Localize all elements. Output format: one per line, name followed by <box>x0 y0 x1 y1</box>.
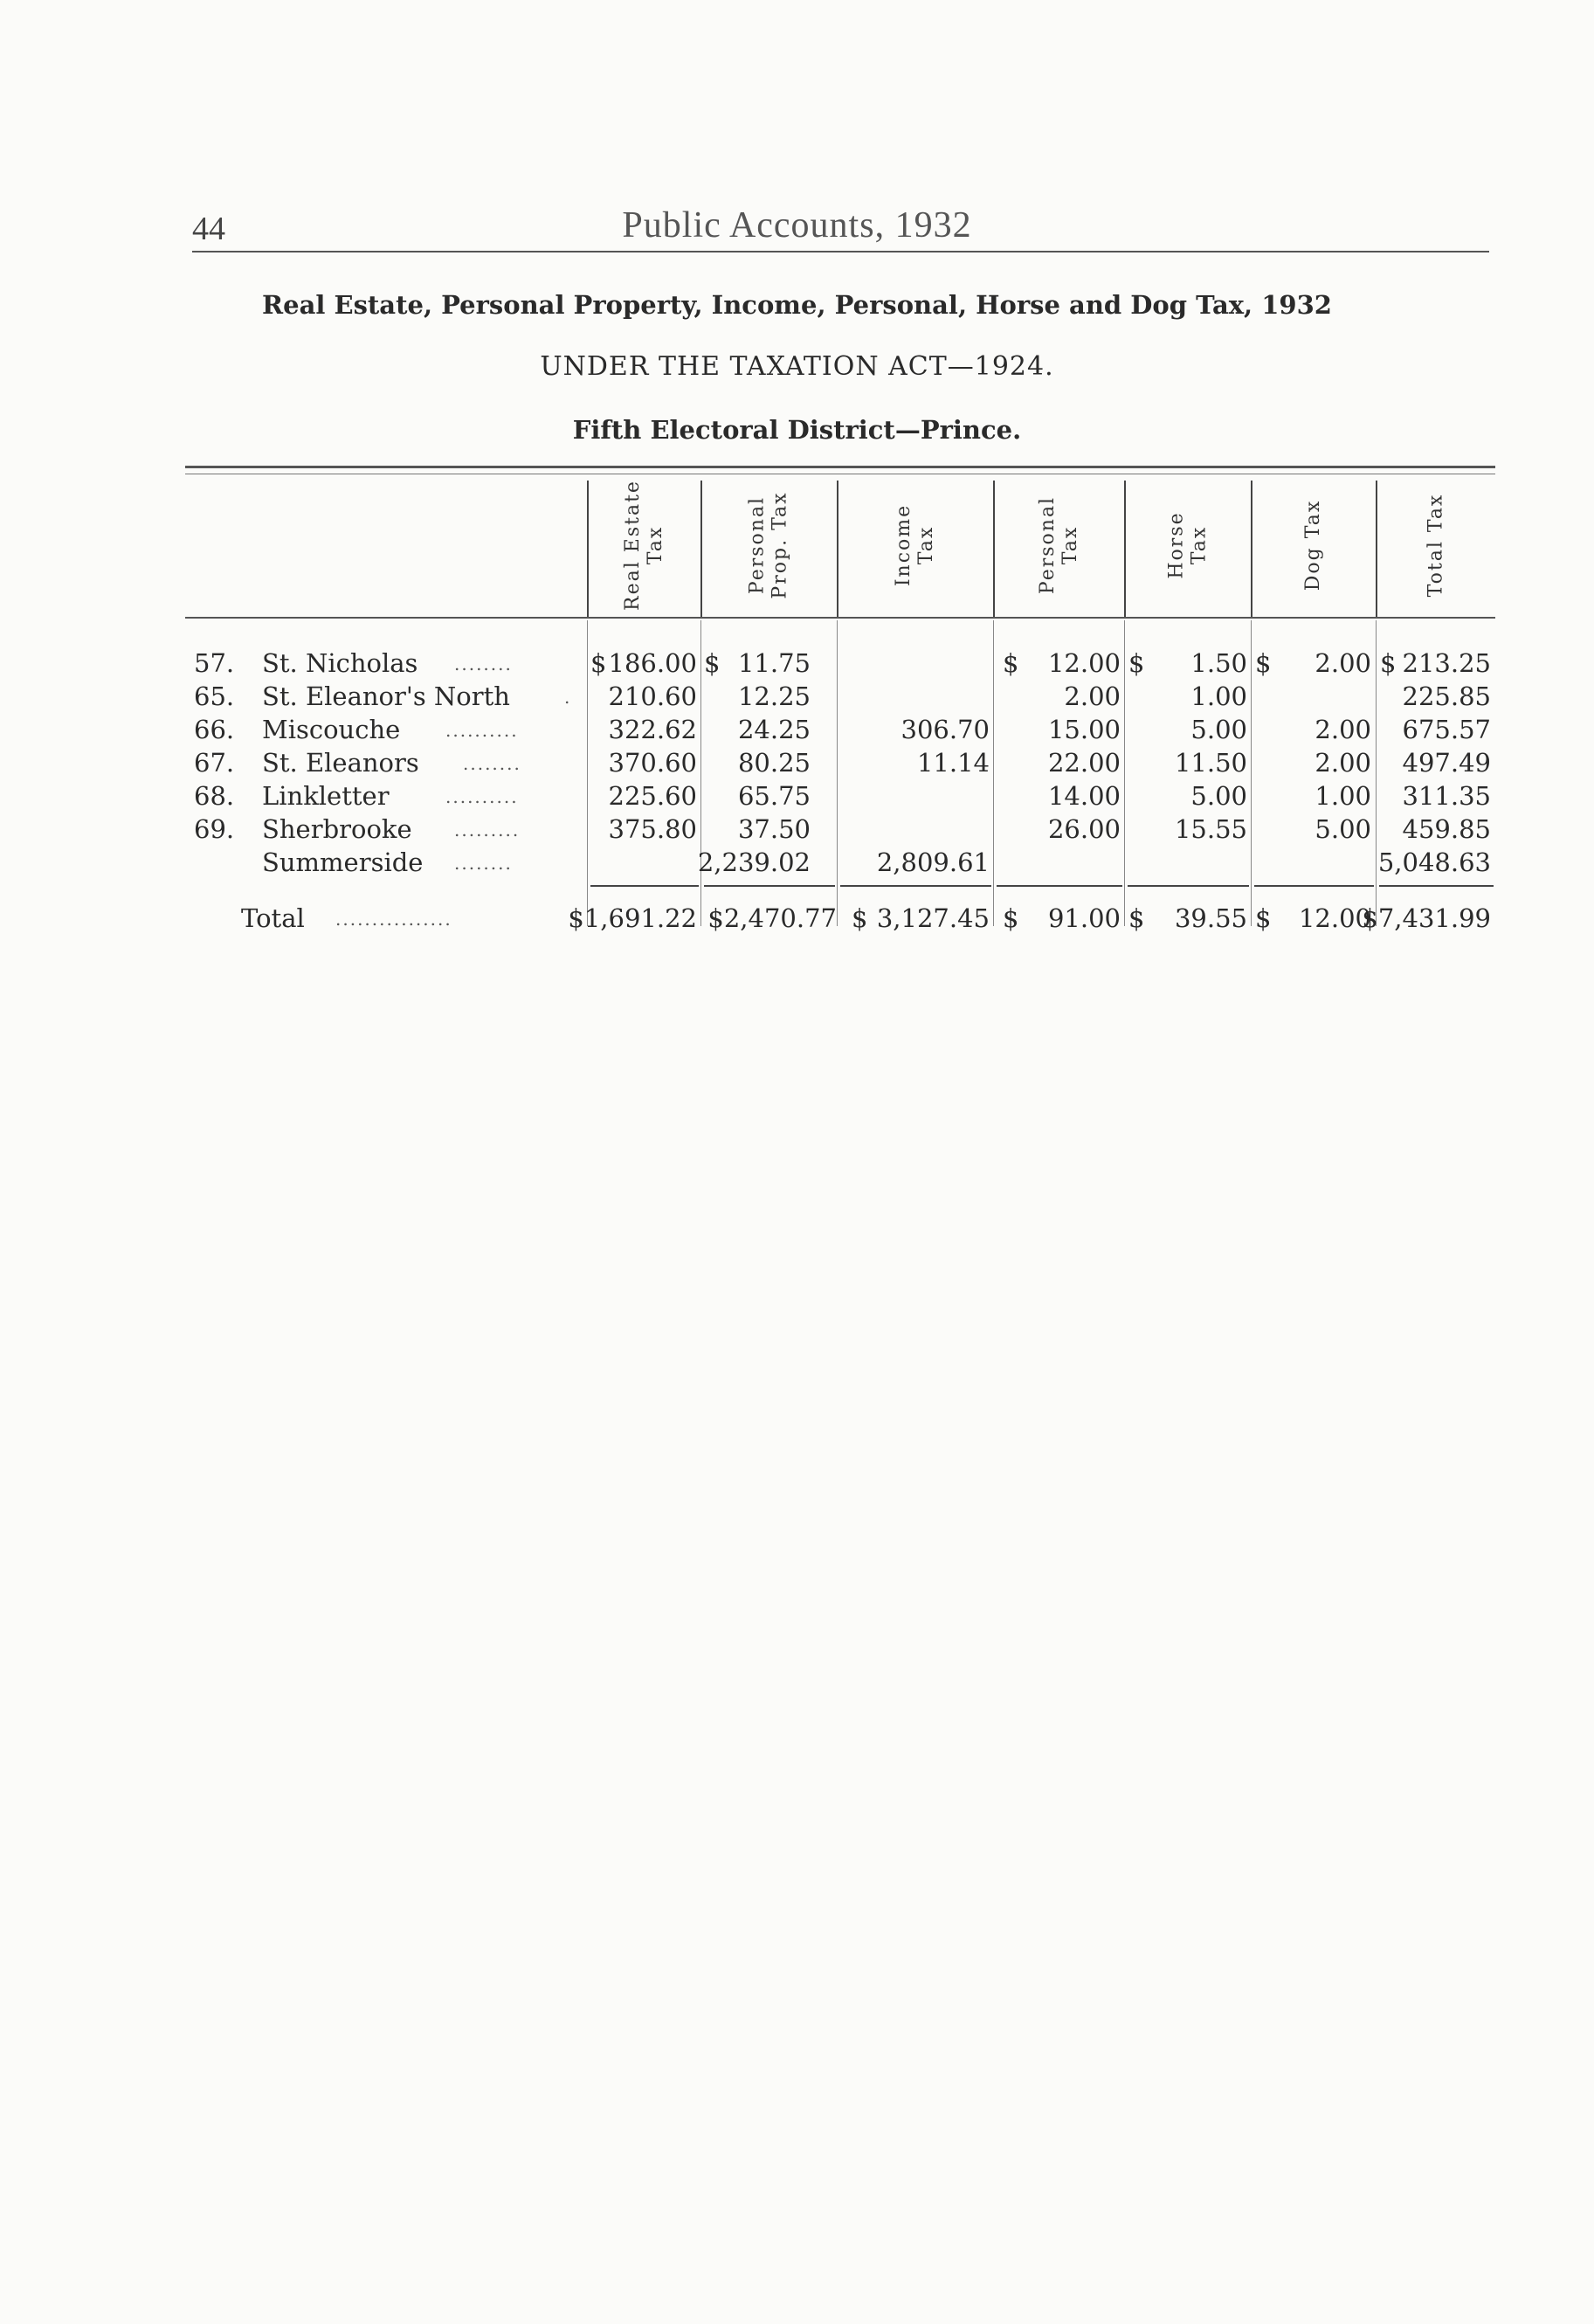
row-name: St. Eleanor's North <box>262 681 510 711</box>
total-row <box>0 903 1594 937</box>
total-total: $7,431.99 <box>1362 903 1491 933</box>
cell-personal: 26.00 <box>1047 814 1121 844</box>
total-real-estate: $1,691.22 <box>568 903 697 933</box>
column-header-income: Income Tax <box>893 503 938 587</box>
cell-total: 497.49 <box>1402 748 1491 778</box>
cell-dog: 1.00 <box>1315 781 1371 811</box>
header-bottom-rule <box>185 617 1495 619</box>
cell-personal: 14.00 <box>1047 781 1121 811</box>
running-head: Public Accounts, 1932 <box>622 205 972 246</box>
row-name: Sherbrooke <box>262 814 412 844</box>
dollar-sign: $ <box>1003 648 1019 678</box>
column-header-dog: Dog Tax <box>1302 499 1325 591</box>
cell-real-estate: 375.80 <box>608 814 697 844</box>
row-name: Linkletter <box>262 781 390 811</box>
cell-personal-prop: 11.75 <box>737 648 811 678</box>
cell-personal: 12.00 <box>1047 648 1121 678</box>
sum-rule <box>590 885 699 887</box>
page-number: 44 <box>192 211 225 247</box>
cell-personal-prop: 37.50 <box>737 814 811 844</box>
row-name: St. Eleanors <box>262 748 419 778</box>
leader-dots: .......... <box>445 786 519 807</box>
row-number: 69. <box>194 814 235 844</box>
row-number: 57. <box>194 648 235 678</box>
total-dog: 12.00 <box>1298 903 1371 933</box>
cell-income: 306.70 <box>901 715 990 744</box>
district-heading: Fifth Electoral District—Prince. <box>572 415 1022 445</box>
sum-rule <box>704 885 835 887</box>
cell-total: 213.25 <box>1402 648 1491 678</box>
cell-dog: 2.00 <box>1315 715 1371 744</box>
dollar-sign: $ <box>1003 903 1019 933</box>
cell-personal-prop: 12.25 <box>737 681 811 711</box>
cell-dog: 2.00 <box>1315 648 1371 678</box>
row-name: St. Nicholas <box>262 648 418 678</box>
cell-horse: 15.55 <box>1174 814 1247 844</box>
row-number: 66. <box>194 715 235 744</box>
cell-total: 675.57 <box>1402 715 1491 744</box>
cell-total: 225.85 <box>1402 681 1491 711</box>
row-name: Summerside <box>262 847 424 877</box>
leader-dots: ................ <box>335 909 452 930</box>
table-row <box>0 748 1594 781</box>
sum-rule <box>840 885 991 887</box>
sum-rule <box>1379 885 1494 887</box>
dollar-sign: $ <box>704 648 721 678</box>
table-row <box>0 681 1594 715</box>
sum-rule <box>997 885 1122 887</box>
row-number: 67. <box>194 748 235 778</box>
cell-horse: 5.00 <box>1190 715 1247 744</box>
cell-horse: 1.50 <box>1190 648 1247 678</box>
table-row <box>0 847 1594 881</box>
cell-personal-prop: 2,239.02 <box>697 847 811 877</box>
cell-personal-prop: 80.25 <box>737 748 811 778</box>
cell-personal: 2.00 <box>1064 681 1121 711</box>
table-subtitle: UNDER THE TAXATION ACT—1924. <box>540 351 1054 382</box>
row-name: Miscouche <box>262 715 401 744</box>
leader-dots: ......... <box>454 820 521 840</box>
leader-dots: ........ <box>463 753 521 774</box>
column-header-total: Total Tax <box>1425 493 1447 598</box>
cell-real-estate: 186.00 <box>608 648 697 678</box>
table-top-rule <box>185 466 1495 468</box>
dollar-sign: $ <box>1255 648 1272 678</box>
cell-personal: 15.00 <box>1047 715 1121 744</box>
leader-dots: ........ <box>454 654 513 674</box>
cell-real-estate: 370.60 <box>608 748 697 778</box>
dollar-sign: $ <box>852 903 868 933</box>
cell-real-estate: 210.60 <box>608 681 697 711</box>
dollar-sign: $ <box>590 648 607 678</box>
cell-dog: 2.00 <box>1315 748 1371 778</box>
leader-dots: . <box>564 687 572 708</box>
row-number: 68. <box>194 781 235 811</box>
total-horse: 39.55 <box>1174 903 1247 933</box>
cell-total: 5,048.63 <box>1377 847 1491 877</box>
column-header-real-estate: Real Estate Tax <box>622 480 666 611</box>
cell-personal: 22.00 <box>1047 748 1121 778</box>
table-row <box>0 781 1594 814</box>
cell-personal-prop: 65.75 <box>737 781 811 811</box>
column-header-horse: Horse Tax <box>1165 511 1211 579</box>
cell-horse: 11.50 <box>1174 748 1247 778</box>
table-row <box>0 715 1594 748</box>
dollar-sign: $ <box>1128 903 1145 933</box>
total-personal: 91.00 <box>1047 903 1121 933</box>
cell-horse: 1.00 <box>1190 681 1247 711</box>
header-rule <box>192 251 1489 252</box>
cell-total: 459.85 <box>1402 814 1491 844</box>
total-income: 3,127.45 <box>876 903 990 933</box>
cell-personal-prop: 24.25 <box>737 715 811 744</box>
cell-horse: 5.00 <box>1190 781 1247 811</box>
cell-real-estate: 225.60 <box>608 781 697 811</box>
sum-rule <box>1128 885 1249 887</box>
dollar-sign: $ <box>1255 903 1272 933</box>
total-label: Total <box>241 903 305 933</box>
table-title: Real Estate, Personal Property, Income, Personal, Horse and Dog Tax, 1932 <box>262 290 1332 320</box>
table-row <box>0 648 1594 681</box>
dollar-sign: $ <box>1380 648 1397 678</box>
cell-real-estate: 322.62 <box>608 715 697 744</box>
sum-rule <box>1254 885 1374 887</box>
cell-total: 311.35 <box>1402 781 1491 811</box>
column-header-personal-prop: Personal Prop. Tax <box>747 491 791 599</box>
cell-income: 11.14 <box>916 748 990 778</box>
row-number: 65. <box>194 681 235 711</box>
leader-dots: ........ <box>454 853 513 874</box>
leader-dots: .......... <box>445 720 519 741</box>
cell-dog: 5.00 <box>1315 814 1371 844</box>
total-personal-prop: $2,470.77 <box>707 903 837 933</box>
column-header-personal: Personal Tax <box>1037 495 1081 595</box>
table-row <box>0 814 1594 847</box>
cell-income: 2,809.61 <box>876 847 990 877</box>
dollar-sign: $ <box>1128 648 1145 678</box>
